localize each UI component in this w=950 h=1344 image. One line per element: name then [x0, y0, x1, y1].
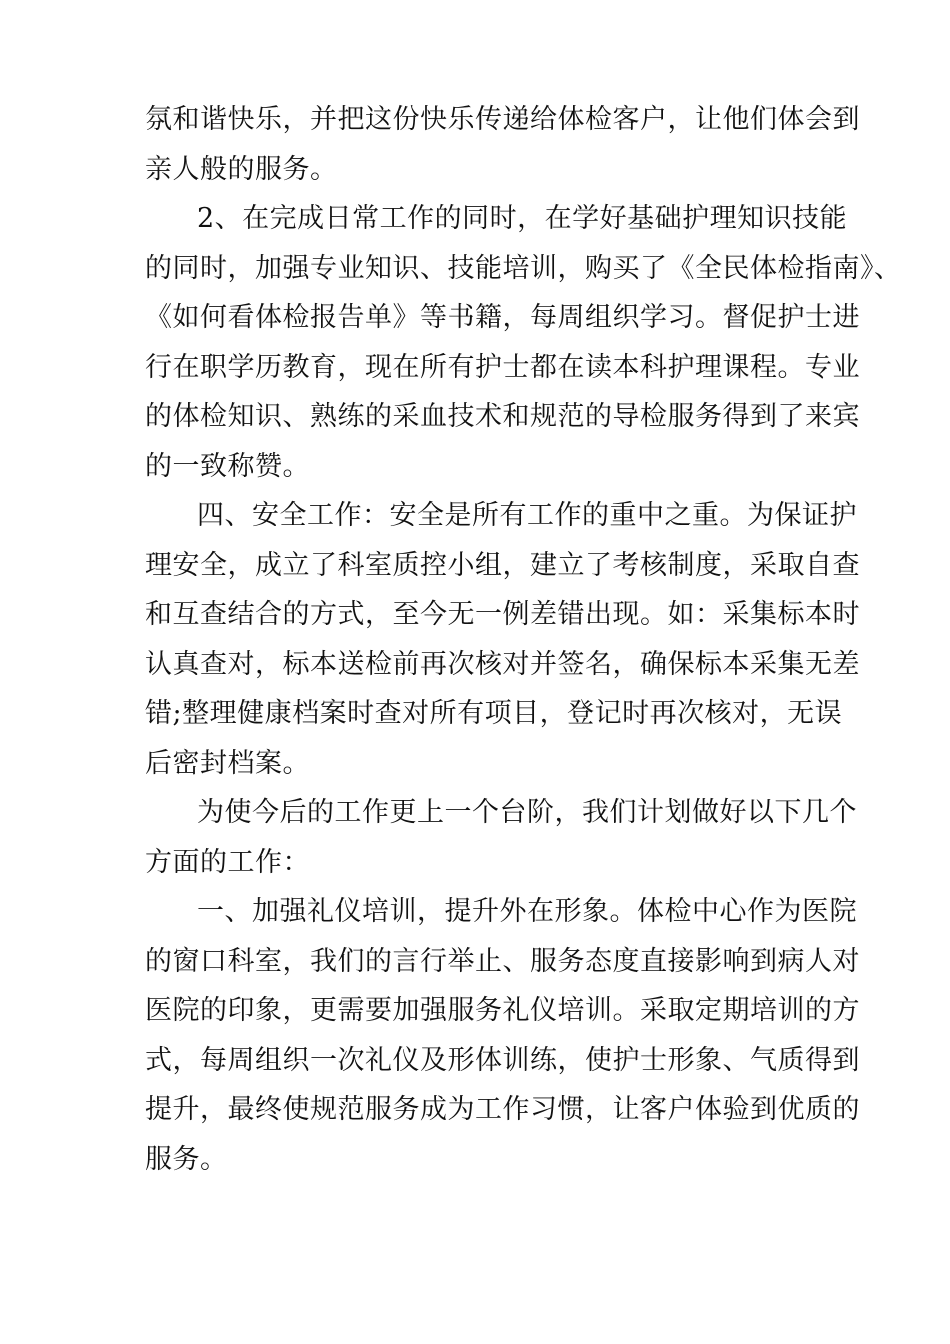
text-line: 的窗口科室，我们的言行举止、服务态度直接影响到病人对	[145, 945, 860, 977]
paragraph-continuation	[145, 95, 860, 194]
text-line: 2、在完成日常工作的同时，在学好基础护理知识技能	[197, 203, 848, 234]
text-line: 理安全，成立了科室质控小组，建立了考核制度，采取自查	[145, 549, 860, 581]
text-line: 医院的印象，更需要加强服务礼仪培训。采取定期培训的方	[145, 995, 860, 1026]
text-line: 一、加强礼仪培训，提升外在形象。体检中心作为医院	[197, 896, 857, 927]
text-line: 《如何看体检报告单》等书籍，每周组织学习。督促护士进	[145, 302, 860, 333]
text-line: 为使今后的工作更上一个台阶，我们计划做好以下几个	[197, 797, 857, 828]
document-body	[145, 95, 902, 1184]
text-line: 亲人般的服务。	[145, 153, 338, 185]
text-line: 氛和谐快乐，并把这份快乐传递给体检客户，让他们体会到	[145, 104, 860, 135]
text-line: 行在职学历教育，现在所有护士都在读本科护理课程。专业	[145, 351, 860, 383]
text-line: 认真查对，标本送检前再次核对并签名，确保标本采集无差	[145, 648, 860, 680]
text-line: 的同时，加强专业知识、技能培训，购买了《全民体检指南》、	[145, 252, 902, 284]
text-line: 提升，最终使规范服务成为工作习惯，让客户体验到优质的	[145, 1094, 860, 1125]
paragraph-etiquette	[145, 887, 860, 1184]
text-line: 的一致称赞。	[145, 450, 310, 482]
text-line: 和互查结合的方式，至今无一例差错出现。如：采集标本时	[145, 599, 860, 630]
text-line: 服务。	[145, 1143, 228, 1175]
text-line: 的体检知识、熟练的采血技术和规范的导检服务得到了来宾	[145, 401, 860, 432]
text-line: 式，每周组织一次礼仪及形体训练，使护士形象、气质得到	[145, 1044, 860, 1076]
paragraph-safety	[145, 491, 860, 788]
paragraph-plan-intro	[145, 788, 857, 887]
paragraph-training	[145, 194, 902, 491]
text-line: 错;整理健康档案时查对所有项目，登记时再次核对，无误	[145, 698, 843, 729]
text-line: 后密封档案。	[145, 747, 310, 779]
text-line: 方面的工作：	[145, 846, 310, 878]
text-line: 四、安全工作：安全是所有工作的重中之重。为保证护	[197, 500, 857, 531]
